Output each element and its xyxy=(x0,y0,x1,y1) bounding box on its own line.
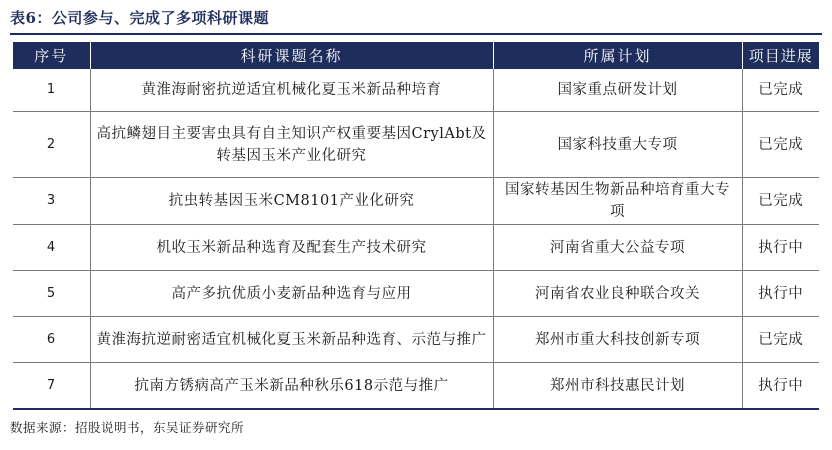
table-row xyxy=(13,69,819,112)
cell-program: 郑州市科技惠民计划 xyxy=(493,363,742,410)
table-row xyxy=(13,317,819,363)
table-row xyxy=(13,225,819,271)
cell-project-name: 抗南方锈病高产玉米新品种秋乐618示范与推广 xyxy=(90,363,493,410)
cell-project-name: 机收玉米新品种选育及配套生产技术研究 xyxy=(90,225,493,271)
cell-index: 4 xyxy=(13,225,90,271)
cell-index: 5 xyxy=(13,271,90,317)
cell-index: 3 xyxy=(13,178,90,225)
cell-program: 河南省重大公益专项 xyxy=(493,225,742,271)
table-header-row xyxy=(13,42,819,69)
table-row xyxy=(13,178,819,225)
data-source-note: 数据来源：招股说明书，东吴证券研究所 xyxy=(10,420,245,435)
header-status: 项目进展 xyxy=(742,42,819,69)
title-divider xyxy=(10,33,822,35)
cell-project-name: 高产多抗优质小麦新品种选育与应用 xyxy=(90,271,493,317)
cell-status: 执行中 xyxy=(742,271,819,317)
cell-program: 国家重点研发计划 xyxy=(493,69,742,112)
cell-index: 1 xyxy=(13,69,90,112)
cell-project-name: 黄淮海抗逆耐密适宜机械化夏玉米新品种选育、示范与推广 xyxy=(90,317,493,363)
cell-status: 已完成 xyxy=(742,69,819,112)
cell-index: 7 xyxy=(13,363,90,410)
cell-status: 执行中 xyxy=(742,225,819,271)
table-row xyxy=(13,112,819,178)
header-project-name: 科研课题名称 xyxy=(90,42,493,69)
cell-status: 已完成 xyxy=(742,178,819,225)
cell-program: 国家科技重大专项 xyxy=(493,112,742,178)
cell-program: 郑州市重大科技创新专项 xyxy=(493,317,742,363)
cell-program: 国家转基因生物新品种培育重大专项 xyxy=(493,178,742,225)
cell-status: 已完成 xyxy=(742,317,819,363)
table-row xyxy=(13,363,819,410)
header-index: 序号 xyxy=(13,42,90,69)
table-title: 表6：公司参与、完成了多项科研课题 xyxy=(10,9,269,27)
research-projects-table xyxy=(13,42,819,410)
cell-index: 6 xyxy=(13,317,90,363)
cell-project-name: 抗虫转基因玉米CM8101产业化研究 xyxy=(90,178,493,225)
cell-program: 河南省农业良种联合攻关 xyxy=(493,271,742,317)
cell-status: 已完成 xyxy=(742,112,819,178)
cell-project-name: 黄淮海耐密抗逆适宜机械化夏玉米新品种培育 xyxy=(90,69,493,112)
table-row xyxy=(13,271,819,317)
cell-project-name: 高抗鳞翅目主要害虫具有自主知识产权重要基因CrylAbt及转基因玉米产业化研究 xyxy=(90,112,493,178)
cell-status: 执行中 xyxy=(742,363,819,410)
cell-index: 2 xyxy=(13,112,90,178)
header-program: 所属计划 xyxy=(493,42,742,69)
